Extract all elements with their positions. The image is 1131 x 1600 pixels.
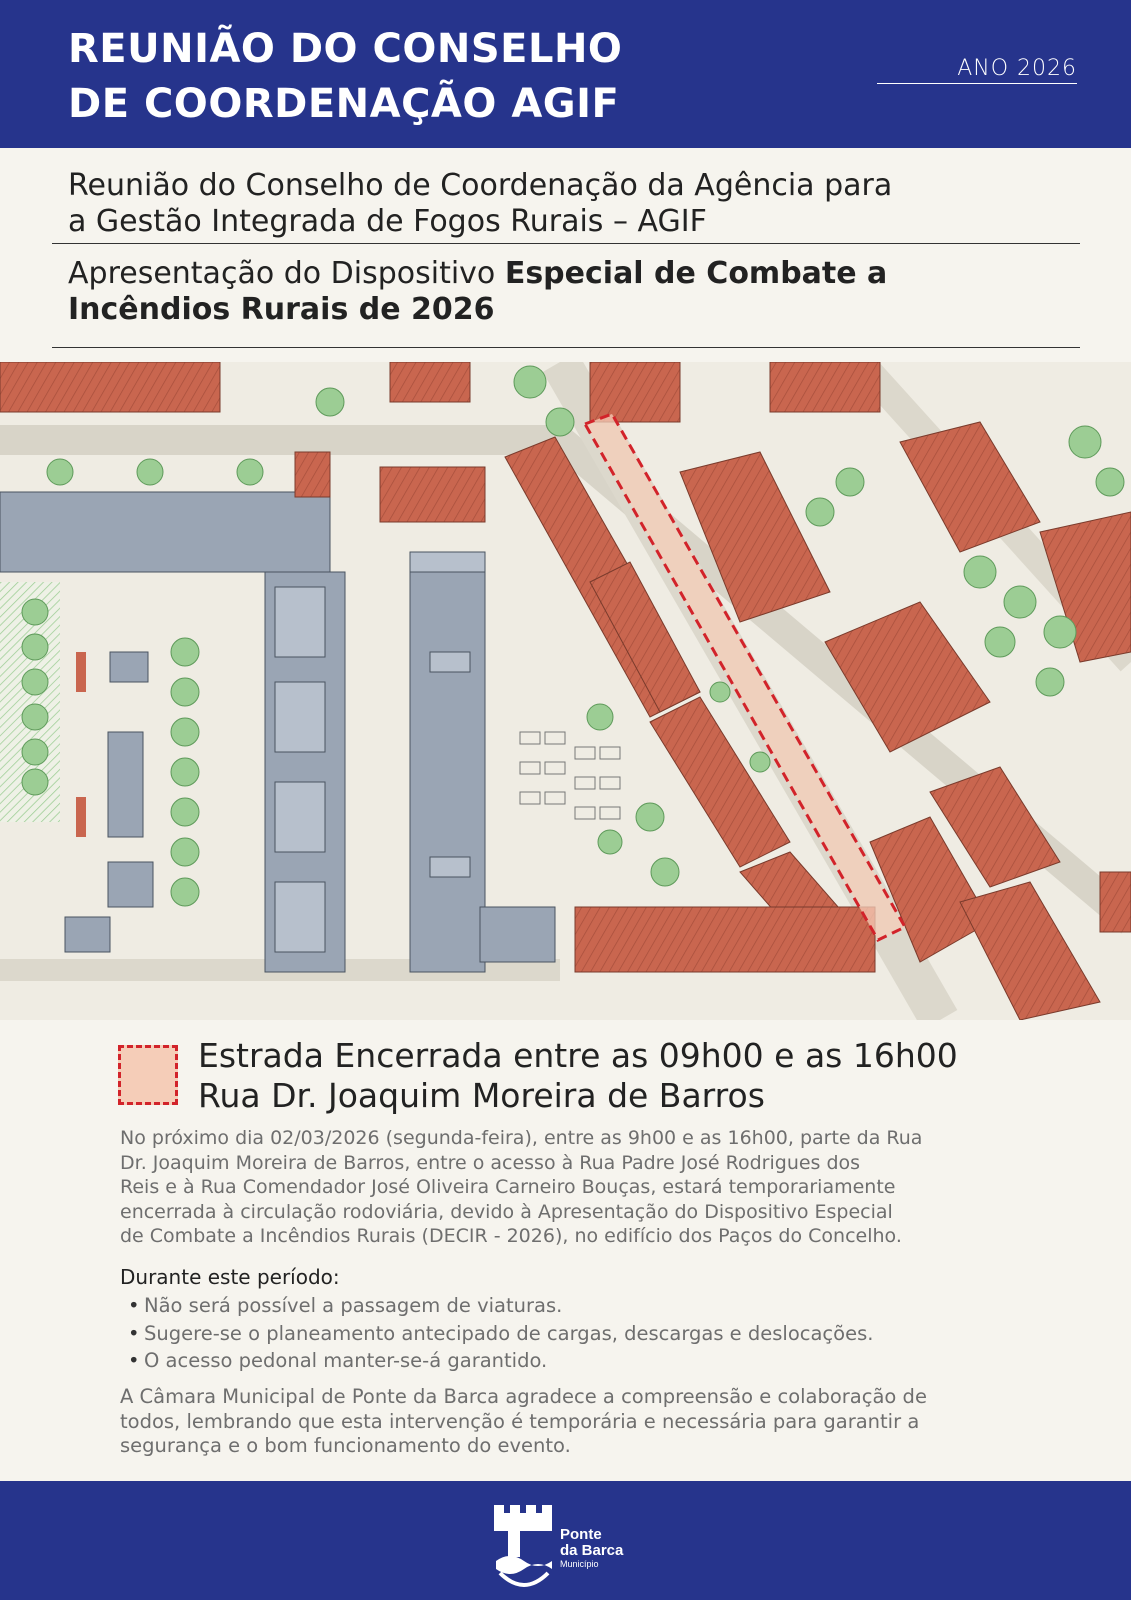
presentation-bold-2: Incêndios Rurais de 2026 <box>68 292 495 327</box>
presentation-prefix: Apresentação do Dispositivo <box>68 256 505 291</box>
subtitle-line-1: Reunião do Conselho de Coordenação da Agência para <box>68 168 893 203</box>
notice-line: No próximo dia 02/03/2026 (segunda-feira), entre as 9h00 e as 16h00, parte da Rua <box>120 1127 923 1149</box>
closing-line: A Câmara Municipal de Ponte da Barca agradece a compreensão e colaboração de <box>120 1385 927 1408</box>
during-period-title: Durante este período: <box>120 1265 340 1289</box>
during-period-list <box>128 1292 873 1375</box>
closed-road-legend-swatch <box>118 1045 178 1105</box>
divider <box>52 243 1080 244</box>
closing-line: segurança e o bom funcionamento do evento. <box>120 1434 571 1457</box>
page-title <box>68 22 622 132</box>
list-item: • Sugere-se o planeamento antecipado de cargas, descargas e deslocações. <box>128 1320 873 1348</box>
meeting-subtitle <box>68 168 1068 240</box>
notice-line: Reis e à Rua Comendador José Oliveira Carneiro Bouças, estará temporariamente <box>120 1176 896 1198</box>
header-banner <box>0 0 1131 148</box>
notice-paragraph <box>120 1126 1020 1249</box>
logo-wordmark <box>560 1527 623 1570</box>
subtitle-line-2: a Gestão Integrada de Fogos Rurais – AGIF <box>68 204 707 239</box>
castle-logo-icon <box>490 1497 560 1587</box>
list-item: • O acesso pedonal manter-se-á garantido. <box>128 1347 873 1375</box>
logo-line-3: Município <box>560 1559 599 1569</box>
legend-line-2: Rua Dr. Joaquim Moreira de Barros <box>198 1076 765 1115</box>
divider <box>52 347 1080 348</box>
street-map <box>0 362 1131 1020</box>
title-line-1: REUNIÃO DO CONSELHO <box>68 26 623 72</box>
legend-line-1: Estrada Encerrada entre as 09h00 e as 16h00 <box>198 1036 958 1075</box>
notice-line: Dr. Joaquim Moreira de Barros, entre o acesso à Rua Padre José Rodrigues dos <box>120 1151 861 1174</box>
logo-line-1: Ponte <box>560 1526 602 1543</box>
closed-road-legend <box>198 1036 958 1116</box>
footer-banner <box>0 1481 1131 1600</box>
closing-paragraph <box>120 1385 1020 1459</box>
notice-line: encerrada à circulação rodoviária, devido à Apresentação do Dispositivo Especial <box>120 1200 893 1223</box>
municipality-logo <box>490 1497 650 1587</box>
map-illustration <box>0 362 1131 1020</box>
notice-line: de Combate a Incêndios Rurais (DECIR - 2026), no edifício dos Paços do Concelho. <box>120 1225 902 1247</box>
list-item: • Não será possível a passagem de viaturas. <box>128 1292 873 1320</box>
year-label: ANO 2026 <box>877 56 1077 84</box>
title-line-2: DE COORDENAÇÃO AGIF <box>68 81 620 127</box>
logo-line-2: da Barca <box>560 1542 624 1559</box>
presentation-bold-1: Especial de Combate a <box>504 256 888 291</box>
presentation-heading <box>68 256 1078 328</box>
closing-line: todos, lembrando que esta intervenção é temporária e necessária para garantir a <box>120 1409 920 1433</box>
